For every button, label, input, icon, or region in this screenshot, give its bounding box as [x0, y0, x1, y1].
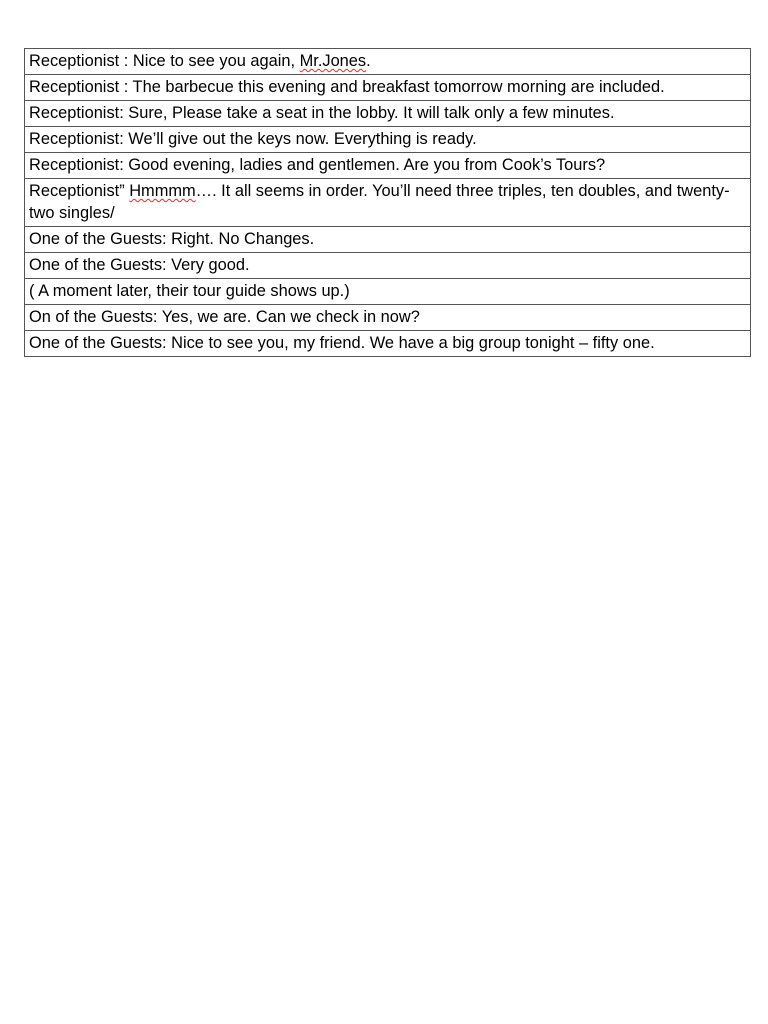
table-row — [25, 101, 751, 127]
dialogue-line-cell — [25, 179, 751, 227]
dialogue-table-body — [25, 49, 751, 357]
line-text: On of the Guests: Yes, we are. Can we check in now? — [29, 308, 420, 326]
table-row — [25, 227, 751, 253]
dialogue-line-cell — [25, 127, 751, 153]
misspelled-word: Hmmmm — [129, 182, 196, 200]
dialogue-line-cell — [25, 49, 751, 75]
table-row — [25, 253, 751, 279]
table-row — [25, 305, 751, 331]
dialogue-line-cell — [25, 279, 751, 305]
table-row — [25, 179, 751, 227]
table-row — [25, 153, 751, 179]
line-text: One of the Guests: Right. No Changes. — [29, 230, 315, 248]
dialogue-line-cell — [25, 153, 751, 179]
table-row — [25, 49, 751, 75]
line-text: ( A moment later, their tour guide shows up.) — [29, 282, 350, 300]
line-text: One of the Guests: Nice to see you, my friend. We have a big group tonight – fifty one. — [29, 334, 655, 352]
misspelled-word: Mr.Jones — [299, 52, 367, 70]
table-row — [25, 331, 751, 357]
line-text: Receptionist : Nice to see you again, — [29, 52, 300, 70]
line-text: …. It all seems in order. You’ll need three triples, ten doubles, and twenty-two singles/ — [29, 182, 730, 222]
line-text: Receptionist: Good evening, ladies and gentlemen. Are you from Cook’s Tours? — [29, 156, 606, 174]
dialogue-line-cell — [25, 253, 751, 279]
line-text: Receptionist” — [29, 182, 130, 200]
dialogue-table — [24, 48, 751, 357]
line-text: . — [366, 52, 371, 70]
dialogue-line-cell — [25, 305, 751, 331]
table-row — [25, 127, 751, 153]
dialogue-line-cell — [25, 101, 751, 127]
line-text: Receptionist: We’ll give out the keys now. Everything is ready. — [29, 130, 477, 148]
dialogue-line-cell — [25, 75, 751, 101]
table-row — [25, 75, 751, 101]
dialogue-line-cell — [25, 227, 751, 253]
dialogue-line-cell — [25, 331, 751, 357]
table-row — [25, 279, 751, 305]
line-text: Receptionist: Sure, Please take a seat in the lobby. It will talk only a few minutes. — [29, 104, 615, 122]
line-text: Receptionist : The barbecue this evening and breakfast tomorrow morning are included. — [29, 78, 665, 96]
line-text: One of the Guests: Very good. — [29, 256, 250, 274]
